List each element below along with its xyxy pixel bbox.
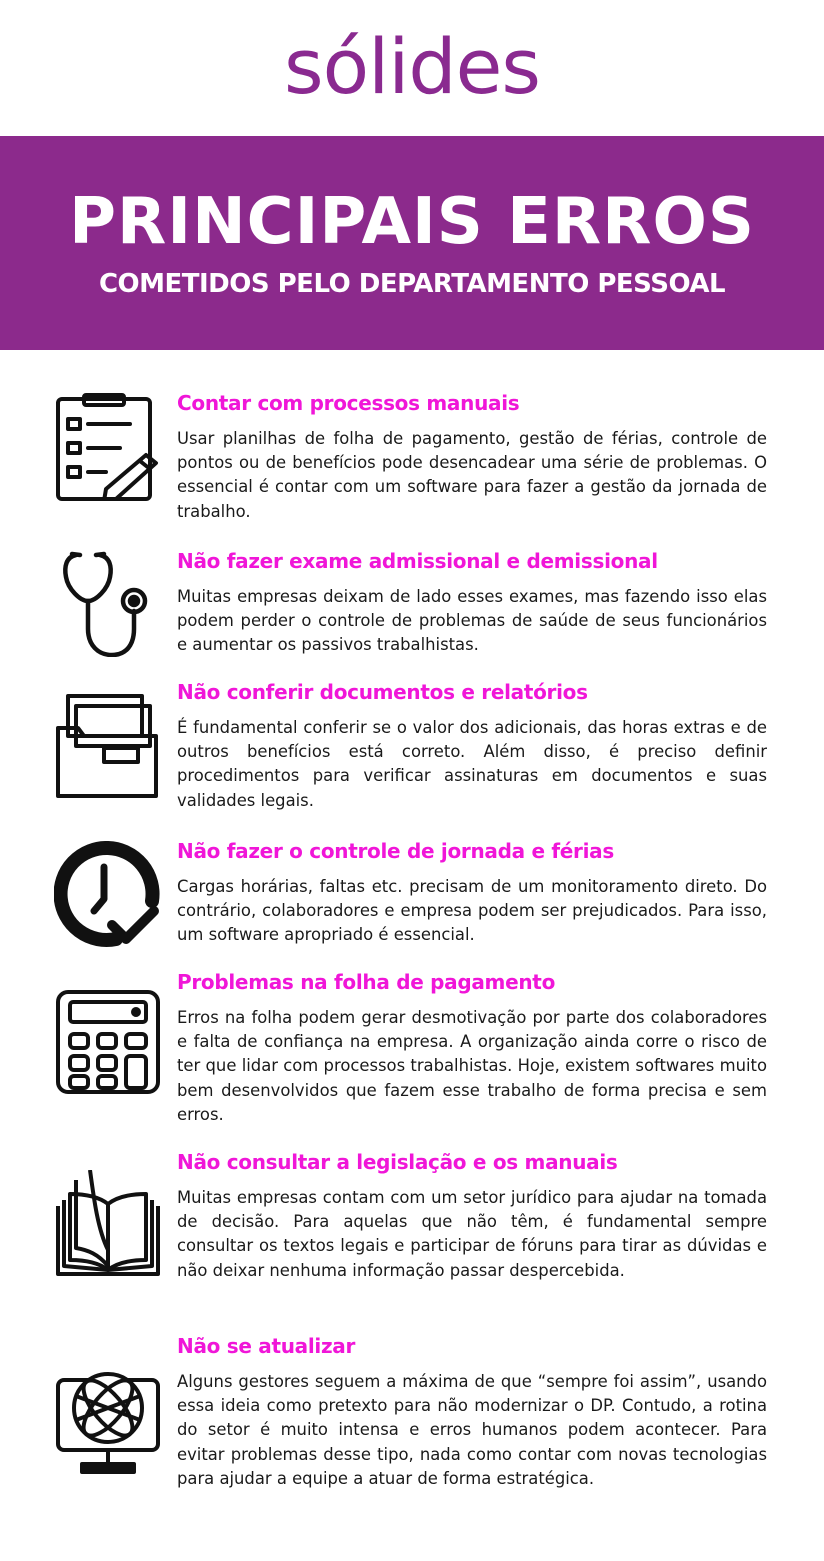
item-title: Não conferir documentos e relatórios xyxy=(177,680,588,704)
item-text: Muitas empresas contam com um setor jurídico para ajudar na tomada de decisão. Para aquelas que não têm, é fundamental sempre consultar os textos legais e participar de fóruns para tirar as dúvidas e não deixar nenhuma informação passar despercebida. xyxy=(177,1188,767,1280)
page-subtitle: COMETIDOS PELO DEPARTAMENTO PESSOAL xyxy=(98,269,726,299)
item-title: Não consultar a legislação e os manuais xyxy=(177,1150,618,1174)
title-banner xyxy=(0,136,824,350)
globe-monitor-icon xyxy=(54,1368,162,1476)
clipboard-pencil-icon xyxy=(54,393,162,501)
item-title: Contar com processos manuais xyxy=(177,391,520,415)
stethoscope-icon xyxy=(54,549,162,657)
item-text: Muitas empresas deixam de lado esses exames, mas fazendo isso elas podem perder o controle de problemas de saúde de seus funcionários e aumentar os passivos trabalhistas. xyxy=(177,587,767,655)
item-title: Não se atualizar xyxy=(177,1334,356,1358)
open-book-icon xyxy=(54,1170,162,1278)
clock-check-icon xyxy=(54,841,162,949)
item-text: Usar planilhas de folha de pagamento, gestão de férias, controle de pontos ou de benefícios pode desencadear uma série de problemas. O essencial é contar com um software para fazer a gestão da jornada de trabalho. xyxy=(177,429,767,521)
item-title: Não fazer o controle de jornada e férias xyxy=(177,839,614,863)
folder-documents-icon xyxy=(54,692,162,800)
item-text: Alguns gestores seguem a máxima de que “sempre foi assim”, usando essa ideia como pretexto para não modernizar o DP. Contudo, a rotina do setor é muito intensa e erros humanos podem acontecer. Para evitar problemas desse tipo, nada como contar com novas tecnologias para ajudar a equipe a atuar de forma estratégica. xyxy=(177,1372,767,1488)
page-title: PRINCIPAIS ERROS xyxy=(69,185,755,259)
calculator-icon xyxy=(54,988,162,1096)
item-text: Erros na folha podem gerar desmotivação por parte dos colaboradores e falta de confiança na empresa. A organização ainda corre o risco de ter que lidar com processos trabalhistas. Hoje, existem softwares muito bem desenvolvidos que fazem esse trabalho de forma precisa e sem erros. xyxy=(177,1008,767,1124)
item-text: É fundamental conferir se o valor dos adicionais, das horas extras e de outros benefícios está correto. Além disso, é preciso definir procedimentos para verificar assinaturas em documentos e suas validades legais. xyxy=(177,718,767,810)
item-title: Não fazer exame admissional e demissional xyxy=(177,549,658,573)
item-text: Cargas horárias, faltas etc. precisam de um monitoramento direto. Do contrário, colaboradores e empresa podem ser prejudicados. Para isso, um software apropriado é essencial. xyxy=(177,877,767,945)
item-title: Problemas na folha de pagamento xyxy=(177,970,556,994)
solides-logo: sólides xyxy=(284,22,540,111)
